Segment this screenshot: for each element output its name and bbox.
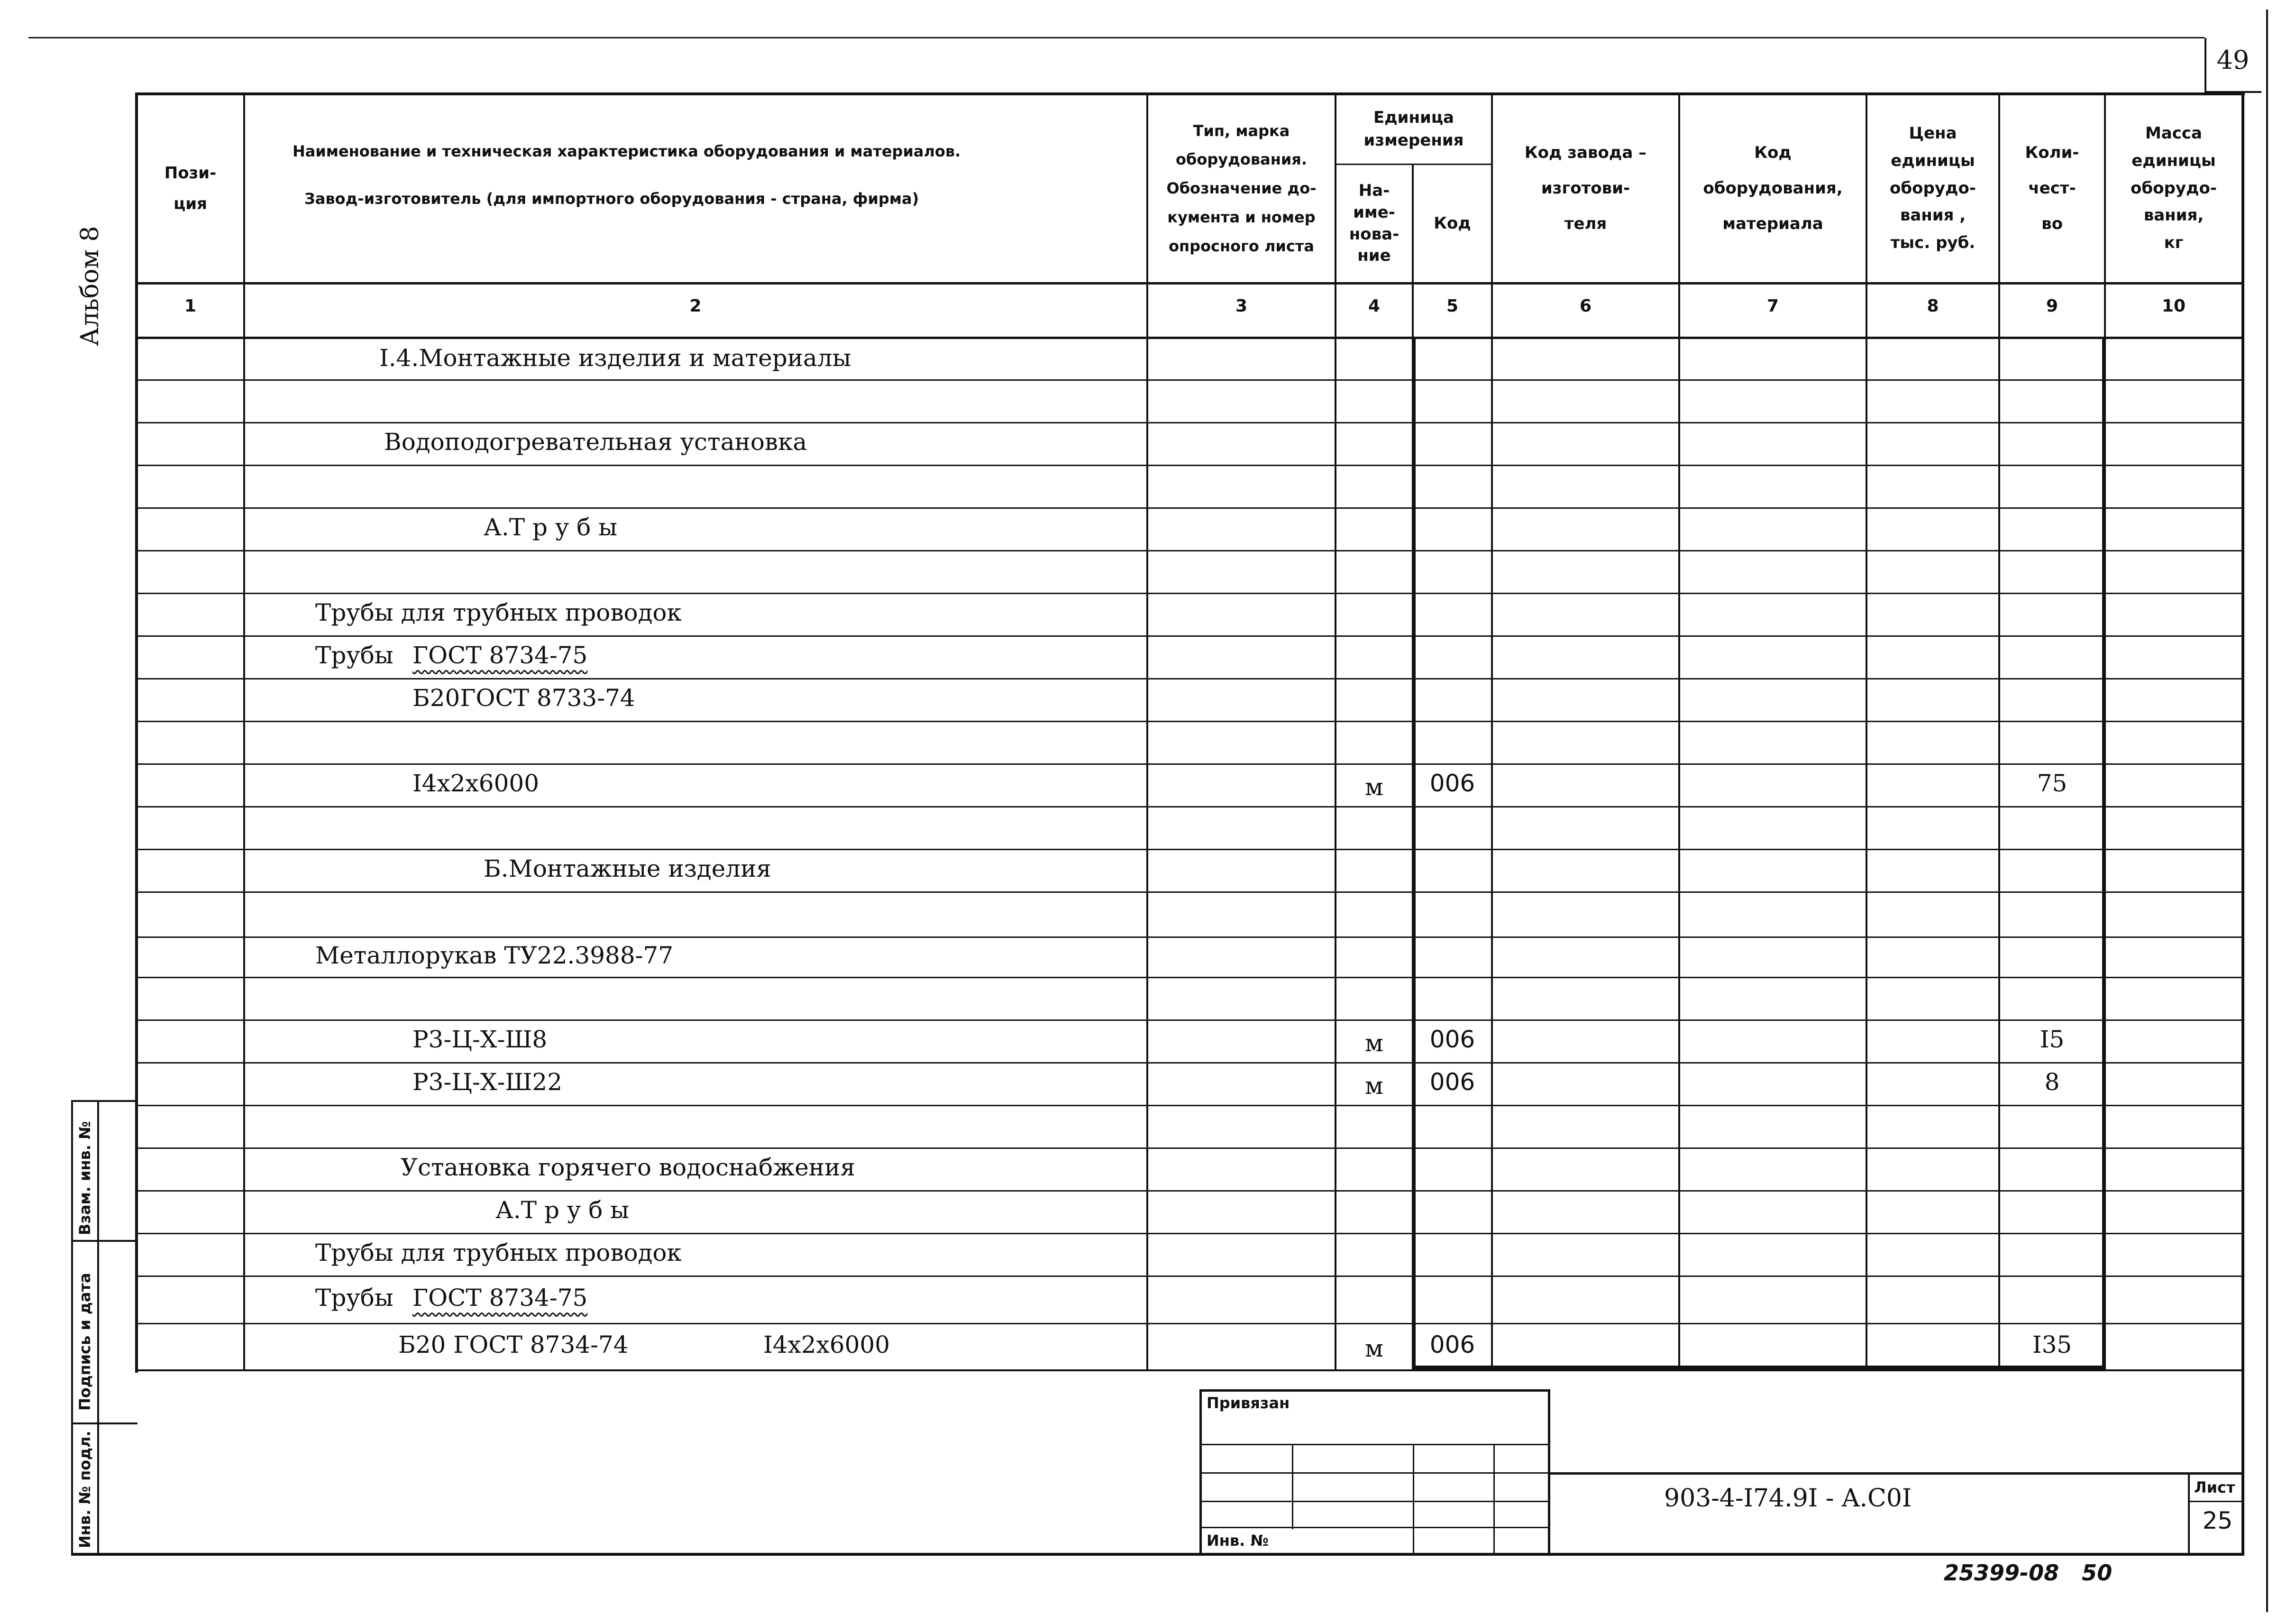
sheet-label: Лист [2194, 1478, 2235, 1496]
row-quantity: 8 [2044, 1068, 2060, 1096]
header-unit-code: Код [1434, 214, 1471, 233]
row-name: Водоподогревательная установка [384, 428, 807, 456]
row-name: Установка горячего водоснабжения [401, 1154, 855, 1181]
header-name-line1: Наименование и техническая характеристика оборудования и материалов. [293, 142, 961, 160]
sheet-number: 25 [2202, 1507, 2233, 1534]
row-quantity: I5 [2040, 1026, 2065, 1053]
title-inv-no: Инв. № [1207, 1532, 1269, 1550]
row-unit: м [1365, 1335, 1383, 1362]
header-name-line2: Завод-изготовитель (для импортного оборудования - страна, фирма) [304, 190, 919, 208]
row-name: I.4.Монтажные изделия и материалы [379, 344, 851, 372]
colnum-1: 1 [184, 296, 197, 316]
colnum-10: 10 [2161, 296, 2186, 316]
row-name: Б20 ГОСТ 8734-74 [398, 1331, 629, 1358]
title-privyazan: Привязан [1207, 1394, 1290, 1412]
row-name-standard: ГОСТ 8734-75 [412, 642, 588, 669]
row-name: Трубы для трубных проводок [315, 599, 682, 626]
row-name: А.Т р у б ы [484, 514, 618, 541]
header-name-cell [245, 95, 1146, 282]
row-name: Металлорукав ТУ22.3988-77 [315, 941, 674, 969]
row-name: Трубы для трубных проводок [315, 1239, 682, 1266]
stamp-vzam: Взам. инв. № [76, 1121, 94, 1235]
row-name: А.Т р у б ы [495, 1196, 630, 1224]
row-name-prefix: Трубы [315, 1284, 393, 1312]
page-number-top: 49 [2216, 45, 2250, 75]
row-unit-code: 006 [1429, 1068, 1475, 1096]
row-unit-code: 006 [1429, 770, 1475, 797]
row-unit: м [1365, 773, 1383, 801]
header-position: Пози- ция [164, 163, 217, 213]
row-quantity: I35 [2032, 1331, 2072, 1358]
row-name-size: I4x2x6000 [763, 1331, 890, 1358]
colnum-6: 6 [1579, 296, 1592, 316]
row-name: Б.Монтажные изделия [484, 855, 771, 882]
colnum-5: 5 [1446, 296, 1459, 316]
row-name: I4x2x6000 [412, 770, 540, 797]
row-name: Р3-Ц-Х-Ш22 [412, 1068, 563, 1096]
header-type: Тип, марка оборудования. Обозначение до- кумента и номер опросного листа [1166, 121, 1317, 255]
header-mass: Масса единицы оборудо- вания, кг [2131, 124, 2217, 253]
colnum-3: 3 [1235, 296, 1248, 316]
album-label: Альбом 8 [76, 226, 104, 346]
row-name-standard: ГОСТ 8734-75 [412, 1284, 588, 1312]
row-unit: м [1365, 1072, 1383, 1100]
colnum-8: 8 [1927, 296, 1939, 316]
row-name-prefix: Трубы [315, 642, 393, 669]
header-quantity: Коли- чест- во [2025, 143, 2079, 233]
header-price: Цена единицы оборудо- вания , тыс. руб. [1890, 124, 1976, 253]
row-unit-code: 006 [1429, 1026, 1475, 1053]
header-unit-name: На- име- нова- ние [1349, 181, 1400, 266]
header-equipment-code: Код оборудования, материала [1703, 143, 1843, 233]
footer-code: 25399-08 50 [1944, 1560, 2113, 1586]
row-quantity: 75 [2037, 770, 2067, 797]
row-unit: м [1365, 1029, 1383, 1057]
colnum-4: 4 [1368, 296, 1381, 316]
row-name: Р3-Ц-Х-Ш8 [412, 1026, 548, 1053]
colnum-7: 7 [1766, 296, 1779, 316]
doc-code: 903-4-I74.9I - A.C0I [1664, 1484, 1912, 1513]
row-name: Б20ГОСТ 8733-74 [412, 684, 635, 712]
colnum-2: 2 [689, 296, 702, 316]
stamp-podpis: Подпись и дата [76, 1273, 94, 1411]
colnum-9: 9 [2046, 296, 2058, 316]
stamp-inv: Инв. № подл. [76, 1431, 94, 1548]
row-unit-code: 006 [1429, 1331, 1475, 1358]
header-unit-group: Единица измерения [1363, 108, 1464, 150]
header-factory-code: Код завода – изготови- теля [1524, 143, 1647, 233]
